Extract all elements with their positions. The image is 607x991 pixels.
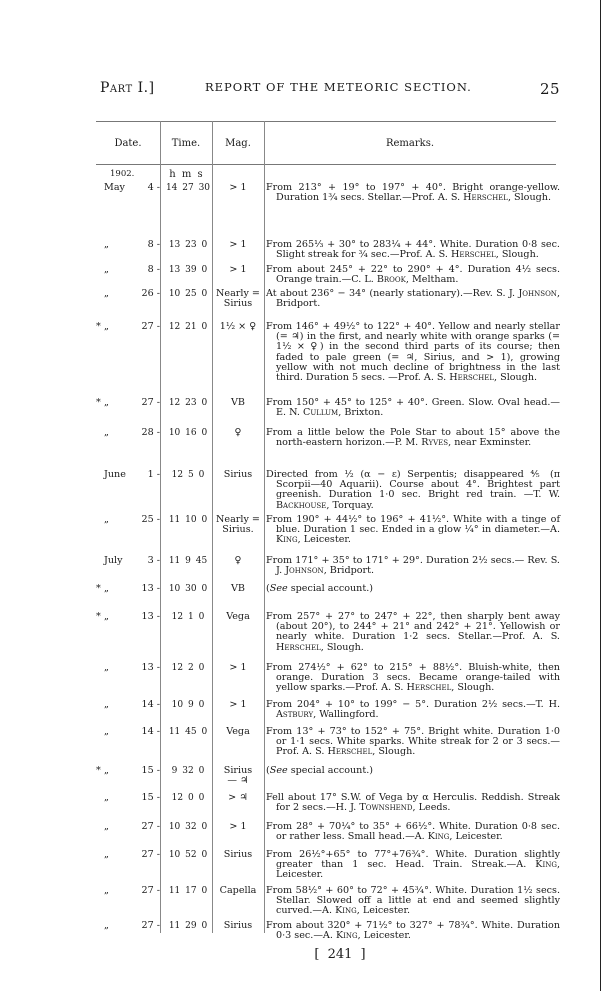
special-account-marker: * — [96, 583, 101, 594]
month: „ — [104, 427, 109, 438]
remarks-cell — [266, 322, 560, 383]
time-cell: 12 1 0 — [171, 612, 205, 622]
day: 15 - — [141, 792, 160, 803]
remarks-cell — [266, 766, 560, 776]
page-edge — [600, 0, 601, 991]
day: 8 - — [147, 264, 160, 275]
remark-text: From 146° + 49½° to 122° + 40°. Yellow and nearly stellar (= ♃) in the first, and nearly white with orange sparks (= 1½ × ♀) in the second third parts of its course; then faded to pale green (= ♃, Sirius, and > 1), growing yellow with not much decline of brightness in the last third. Duration 5 secs. —Prof. A. S. — [266, 321, 560, 384]
remark-text: , Leeds. — [412, 802, 451, 814]
magnitude-cell — [212, 612, 264, 622]
remarks-cell — [266, 470, 560, 511]
page-number: 25 — [540, 80, 561, 98]
remarks-cell — [266, 921, 560, 941]
magnitude-line: Capella — [219, 885, 257, 896]
month: „ — [104, 765, 109, 776]
day: 26 - — [141, 288, 160, 299]
remarks-cell — [266, 727, 560, 758]
day: 14 - — [141, 726, 160, 737]
time-cell: 11 17 0 — [168, 886, 208, 896]
observer-name: Johnson — [518, 288, 557, 299]
remarks-cell — [266, 822, 560, 842]
magnitude-line: > 1 — [229, 264, 247, 275]
remark-text: , Torquay. — [326, 499, 374, 511]
remark-text: , Slough. — [495, 249, 539, 261]
remark-text: , Leicester. — [449, 831, 503, 843]
day: 8 - — [147, 239, 160, 250]
time-cell: 12 21 0 — [168, 322, 208, 332]
day: 1 - — [147, 469, 160, 480]
magnitude-line: Sirius — [223, 469, 253, 480]
remark-text: , Slough. — [320, 641, 364, 653]
observer-name: Herschel — [276, 641, 321, 653]
observer-name: Herschel — [327, 746, 373, 758]
magnitude-cell — [212, 663, 264, 673]
day: 4 - — [147, 182, 160, 193]
remark-text: From 26½°+65° to 77°+76¾°. White. Duration slightly greater than 1 sec. Head. Train. Streak.—A. — [266, 849, 560, 871]
remarks-cell — [266, 700, 560, 720]
magnitude-line: Sirius — [223, 849, 253, 860]
time-cell: 9 32 0 — [171, 766, 205, 776]
remark-text: See — [269, 583, 288, 594]
magnitude-cell — [212, 322, 264, 332]
day: 27 - — [141, 885, 160, 896]
remark-text: Fell about 17° S.W. of Vega by α Herculis. Reddish. Streak for 2 secs.—H. J. — [266, 792, 560, 814]
month: „ — [104, 239, 109, 250]
column-header-date: Date. — [114, 138, 142, 149]
remark-text: , near Exminster. — [448, 437, 532, 449]
month: „ — [104, 397, 109, 408]
month: „ — [104, 662, 109, 673]
magnitude-line: ♀ — [234, 555, 242, 566]
time-cell: 10 9 0 — [171, 700, 205, 710]
magnitude-cell — [212, 289, 264, 309]
remark-text: , Leicester. — [276, 859, 560, 881]
day: 28 - — [141, 427, 160, 438]
observer-name: King — [335, 905, 357, 917]
magnitude-line: > ♃ — [228, 792, 248, 803]
remarks-cell — [266, 265, 560, 285]
remark-text: From 265⅓ + 30° to 283¼ + 44°. White. Duration 0·8 sec. Slight streak for ¾ sec.—Prof. A. S. — [266, 239, 560, 261]
time-cell: 11 9 45 — [168, 556, 208, 566]
magnitude-line: > 1 — [229, 699, 247, 710]
remark-text: , Leicester. — [297, 534, 351, 546]
remarks-cell — [266, 612, 560, 653]
remarks-cell — [266, 556, 560, 576]
magnitude-line: Sirius — [223, 298, 253, 310]
time-cell: 12 23 0 — [168, 398, 208, 408]
magnitude-line: VB — [231, 397, 245, 408]
magnitude-cell — [212, 556, 264, 566]
remark-text: , Leicester. — [357, 930, 411, 942]
magnitude-cell — [212, 727, 264, 737]
time-cell: 12 5 0 — [171, 470, 205, 480]
time-cell: 10 25 0 — [168, 289, 208, 299]
observer-name: Ryves — [421, 437, 449, 449]
day: 27 - — [141, 849, 160, 860]
remark-text: , Wallingford. — [313, 709, 379, 721]
remarks-cell — [266, 289, 560, 309]
observer-name: Herschel — [449, 372, 495, 384]
observer-name: Cullum — [302, 407, 339, 419]
observer-name: Herschel — [450, 249, 496, 261]
day: 27 - — [141, 321, 160, 332]
month: „ — [104, 920, 109, 931]
month: „ — [104, 792, 109, 803]
remark-text: From 274½° + 62° to 215° + 88½°. Bluish-white, then orange. Duration 3 secs. Became orange-tailed with yellow sparks.—Prof. A. S. — [266, 662, 560, 694]
remark-text: From 190° + 44½° to 196° + 41½°. White with a tinge of blue. Duration 1 sec. Ended in a glow ¼° in diameter.—A. — [266, 514, 560, 536]
magnitude-line: Sirius — [223, 765, 253, 776]
magnitude-cell — [212, 921, 264, 931]
special-account-marker: * — [96, 321, 101, 332]
remark-text: , Slough. — [451, 682, 495, 694]
observer-name: Brook — [376, 274, 406, 286]
magnitude-cell — [212, 850, 264, 860]
remark-text: , Brixton. — [338, 407, 384, 419]
month: „ — [104, 321, 109, 332]
column-header-mag: Mag. — [225, 138, 251, 149]
magnitude-cell — [212, 183, 264, 193]
time-cell: 13 39 0 — [168, 265, 208, 275]
remark-text: , Bridport. — [276, 288, 560, 310]
magnitude-cell — [212, 515, 264, 535]
remark-text: From about 320° + 71½° to 327° + 78¾°. White. Duration 0·3 sec.—A. — [266, 920, 560, 942]
month: „ — [104, 699, 109, 710]
magnitude-line: Vega — [226, 611, 250, 622]
day: 27 - — [141, 821, 160, 832]
part-label: Part I.] — [100, 80, 155, 96]
remark-text: From about 245° + 22° to 290° + 4°. Duration 4½ secs. Orange train.—C. L. — [266, 264, 560, 286]
year-label: 1902. — [110, 169, 135, 179]
special-account-marker: * — [96, 611, 101, 622]
remarks-cell — [266, 240, 560, 260]
time-cell: 12 0 0 — [171, 793, 205, 803]
observer-name: King — [335, 930, 358, 942]
observer-name: Backhouse — [276, 499, 327, 511]
remark-text: ( — [266, 765, 270, 776]
remark-text: From 13° + 73° to 152° + 75°. Bright white. Duration 1·0 or 1·1 secs. White sparks. White streak for 2 or 3 secs.—Prof. A. S. — [266, 726, 560, 758]
special-account-marker: * — [96, 765, 101, 776]
month: „ — [104, 288, 109, 299]
time-cell: 11 45 0 — [168, 727, 208, 737]
observer-name: Johnson — [285, 565, 324, 577]
remark-text: From 213° + 19° to 197° + 40°. Bright orange-yellow. Duration 1¾ secs. Stellar.—Prof. A. S. — [266, 182, 560, 204]
magnitude-line: Nearly = — [216, 514, 260, 525]
remark-text: See — [269, 765, 288, 776]
month: May — [104, 182, 125, 193]
remark-text: , Meltham. — [405, 274, 459, 286]
day: 13 - — [141, 662, 160, 673]
signature-mark: [ 241 ] — [314, 947, 366, 962]
remark-text: From 171° + 35° to 171° + 29°. Duration 2½ secs.— Rev. S. J. — [266, 555, 560, 577]
magnitude-line: > 1 — [229, 821, 247, 832]
time-cell: 10 16 0 — [168, 428, 208, 438]
month: „ — [104, 514, 109, 525]
day: 3 - — [147, 555, 160, 566]
observer-name: King — [535, 859, 557, 871]
running-title: REPORT OF THE METEORIC SECTION. — [205, 80, 472, 94]
time-cell: 14 27 30 — [165, 183, 211, 193]
month: „ — [104, 821, 109, 832]
time-cell: 10 52 0 — [168, 850, 208, 860]
observer-name: King — [427, 831, 450, 843]
time-cell: 10 30 0 — [168, 584, 208, 594]
observer-name: Townshend — [359, 802, 413, 814]
remark-text: From 58½° + 60° to 72° + 45¾°. White. Duration 1½ secs. Stellar. Slowed off a little at end and seemed slightly curved.—A. — [266, 885, 560, 917]
magnitude-cell — [212, 822, 264, 832]
observer-name: King — [276, 534, 298, 546]
magnitude-line: Vega — [226, 726, 250, 737]
remark-text: ( — [266, 583, 270, 594]
remark-text: From 150° + 45° to 125° + 40°. Green. Slow. Oval head.—E. N. — [266, 397, 560, 419]
day: 13 - — [141, 583, 160, 594]
remarks-cell — [266, 850, 560, 881]
time-cell: 11 29 0 — [168, 921, 208, 931]
magnitude-cell — [212, 766, 264, 786]
remarks-cell — [266, 398, 560, 418]
remarks-cell — [266, 663, 560, 694]
magnitude-line: VB — [231, 583, 245, 594]
month: „ — [104, 849, 109, 860]
magnitude-cell — [212, 240, 264, 250]
remark-text: From 257° + 27° to 247° + 22°, then sharply bent away (about 20°), to 244° + 21° and 242° + 21°. Yellowish or nearly white. Duration 1·2 secs. Stellar.—Prof. A. S. — [266, 611, 560, 643]
day: 27 - — [141, 397, 160, 408]
time-cell: 10 32 0 — [168, 822, 208, 832]
time-units: h m s — [169, 169, 203, 180]
magnitude-cell — [212, 793, 264, 803]
observer-name: Herschel — [463, 192, 508, 204]
remark-text: From 204° + 10° to 199° − 5°. Duration 2½ secs.—T. H. — [266, 699, 560, 710]
observer-name: Herschel — [406, 682, 452, 694]
remarks-cell — [266, 584, 560, 594]
remark-text: , Slough. — [372, 746, 416, 758]
month: „ — [104, 264, 109, 275]
month: „ — [104, 726, 109, 737]
day: 14 - — [141, 699, 160, 710]
column-header-remarks: Remarks. — [385, 138, 435, 149]
month: June — [104, 469, 126, 480]
magnitude-cell — [212, 700, 264, 710]
column-divider — [264, 121, 265, 933]
remarks-cell — [266, 183, 560, 203]
remarks-cell — [266, 428, 560, 448]
observer-name: Astbury — [276, 709, 314, 721]
magnitude-cell — [212, 398, 264, 408]
remark-text: , Bridport. — [323, 565, 375, 577]
magnitude-line: > 1 — [229, 239, 247, 250]
magnitude-line: 1½ × ♀ — [219, 321, 257, 332]
remark-text: At about 236° − 34° (nearly stationary).—Rev. S. J. — [266, 288, 519, 299]
time-cell: 13 23 0 — [168, 240, 208, 250]
month: „ — [104, 885, 109, 896]
remarks-cell — [266, 515, 560, 546]
time-cell: 12 2 0 — [171, 663, 205, 673]
header-bottom-rule — [96, 164, 556, 165]
day: 13 - — [141, 611, 160, 622]
month: „ — [104, 583, 109, 594]
magnitude-line: Sirius. — [222, 524, 254, 536]
remarks-cell — [266, 886, 560, 917]
magnitude-line: ♀ — [234, 427, 242, 438]
remark-text: special account.) — [287, 765, 374, 776]
magnitude-cell — [212, 470, 264, 480]
table-top-rule — [96, 121, 556, 122]
month: July — [104, 555, 123, 566]
remark-text: special account.) — [287, 583, 374, 594]
remarks-cell — [266, 793, 560, 813]
magnitude-cell — [212, 428, 264, 438]
magnitude-line: Sirius — [223, 920, 253, 931]
magnitude-cell — [212, 584, 264, 594]
remark-text: Directed from ½ (α − ε) Serpentis; disappeared ⅘ (π Scorpii—40 Aquarii). Course about 4°. Brightest part greenish. Duration 1·0 sec. Bright red train. —T. W. — [266, 469, 560, 501]
remark-text: From 28° + 70¼° to 35° + 66½°. White. Duration 0·8 sec. or rather less. Small head.—A. — [266, 821, 560, 843]
column-header-time: Time. — [171, 138, 201, 149]
remark-text: , Leicester. — [356, 905, 411, 917]
column-divider — [160, 121, 161, 933]
remark-text: From a little below the Pole Star to about 15° above the north-eastern horizon.—P. M. — [266, 427, 560, 449]
remark-text: , Slough. — [494, 372, 538, 384]
day: 27 - — [141, 920, 160, 931]
magnitude-line: Nearly = — [216, 288, 260, 299]
remark-text: , Slough. — [507, 192, 552, 204]
special-account-marker: * — [96, 397, 101, 408]
magnitude-line: > 1 — [229, 182, 247, 193]
magnitude-cell — [212, 886, 264, 896]
magnitude-line: — ♃ — [227, 775, 249, 787]
time-cell: 11 10 0 — [168, 515, 208, 525]
month: „ — [104, 611, 109, 622]
day: 15 - — [141, 765, 160, 776]
magnitude-cell — [212, 265, 264, 275]
magnitude-line: > 1 — [229, 662, 247, 673]
day: 25 - — [141, 514, 160, 525]
